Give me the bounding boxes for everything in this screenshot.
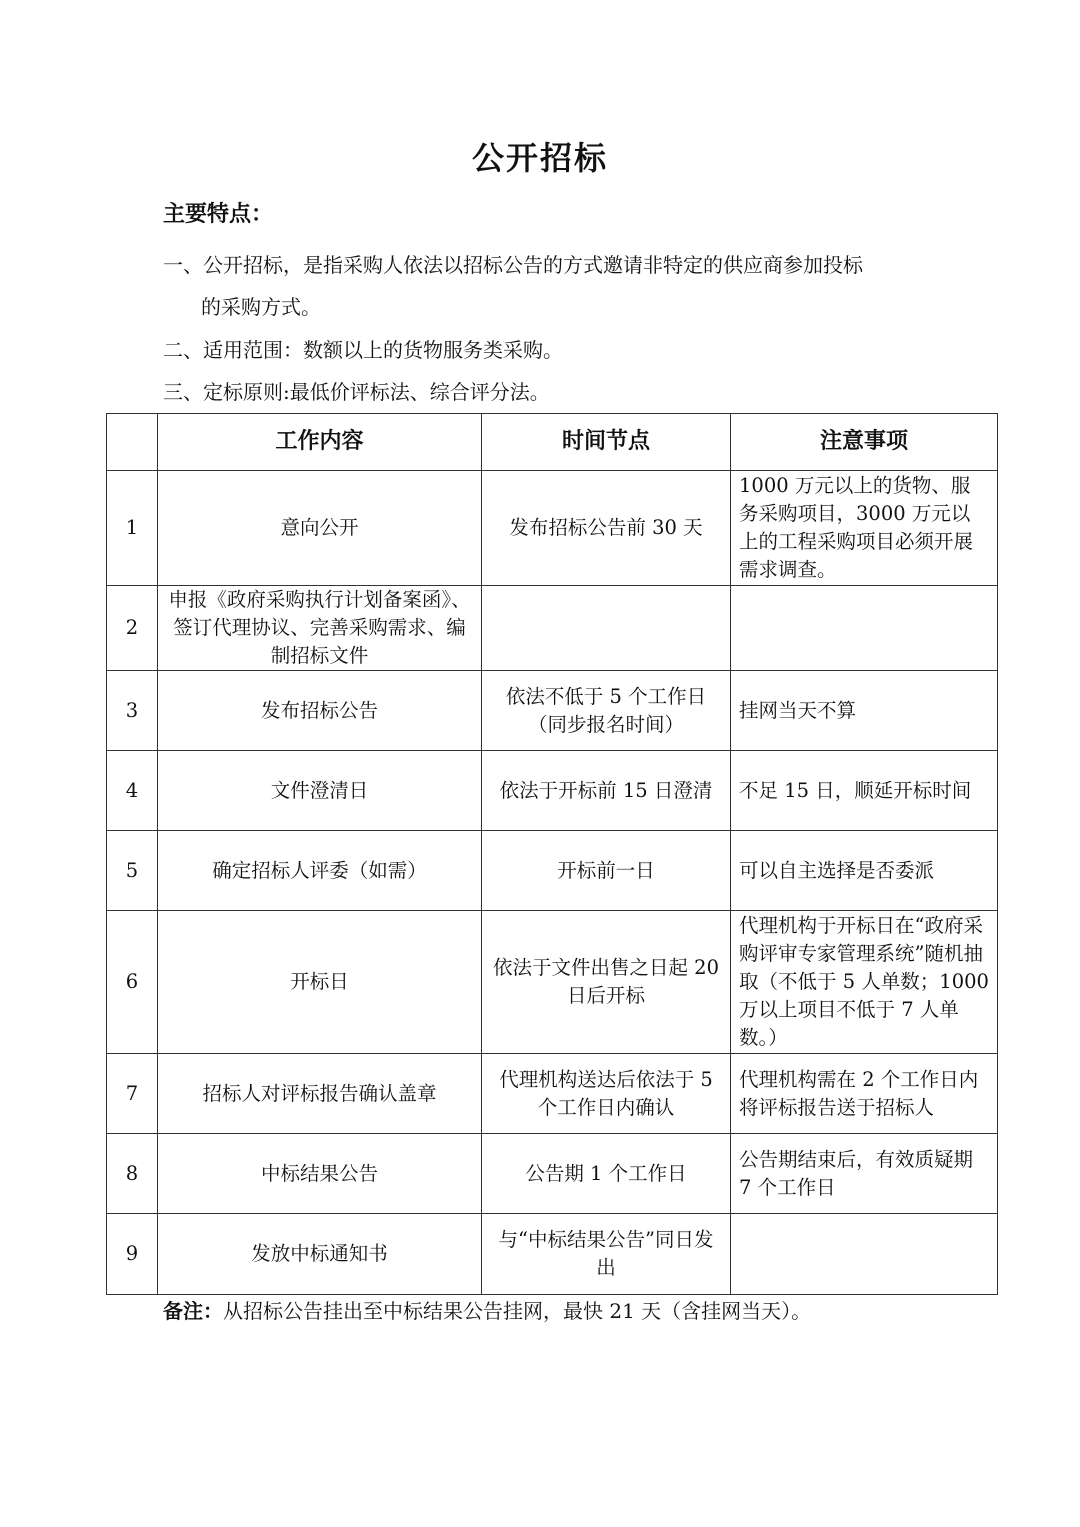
task-cell: 意向公开 (158, 471, 482, 586)
time-cell: 公告期 1 个工作日 (482, 1134, 731, 1214)
note-cell: 可以自主选择是否委派 (731, 831, 998, 911)
task-cell: 招标人对评标报告确认盖章 (158, 1054, 482, 1134)
column-header-note: 注意事项 (731, 414, 998, 471)
point-1-line-1: 一、公开招标，是指采购人依法以招标公告的方式邀请非特定的供应商参加投标 (163, 253, 863, 277)
task-cell: 申报《政府采购执行计划备案函》、签订代理协议、完善采购需求、编制招标文件 (158, 586, 482, 671)
table-row (107, 751, 998, 831)
task-cell: 发放中标通知书 (158, 1214, 482, 1295)
row-number: 6 (107, 911, 158, 1054)
row-number: 3 (107, 671, 158, 751)
note-cell: 公告期结束后，有效质疑期 7 个工作日 (731, 1134, 998, 1214)
section-heading: 主要特点： (163, 202, 274, 227)
time-cell: 发布招标公告前 30 天 (482, 471, 731, 586)
table-header-row (107, 414, 998, 471)
task-cell: 中标结果公告 (158, 1134, 482, 1214)
footer-text: 从招标公告挂出至中标结果公告挂网，最快 21 天（含挂网当天）。 (223, 1299, 812, 1323)
task-cell: 文件澄清日 (158, 751, 482, 831)
table-row (107, 911, 998, 1054)
table-row (107, 586, 998, 671)
column-header-no (107, 414, 158, 471)
table-row (107, 831, 998, 911)
note-cell: 不足 15 日，顺延开标时间 (731, 751, 998, 831)
table-row (107, 1214, 998, 1295)
row-number: 7 (107, 1054, 158, 1134)
table-row (107, 671, 998, 751)
note-cell: 1000 万元以上的货物、服务采购项目，3000 万元以上的工程采购项目必须开展需求调查。 (731, 471, 998, 586)
row-number: 4 (107, 751, 158, 831)
row-number: 5 (107, 831, 158, 911)
point-2: 二、适用范围：数额以上的货物服务类采购。 (163, 338, 563, 362)
row-number: 1 (107, 471, 158, 586)
time-cell (482, 586, 731, 671)
note-cell (731, 1214, 998, 1295)
column-header-task: 工作内容 (158, 414, 482, 471)
note-cell (731, 586, 998, 671)
time-cell: 依法于文件出售之日起 20 日后开标 (482, 911, 731, 1054)
task-cell: 开标日 (158, 911, 482, 1054)
task-cell: 发布招标公告 (158, 671, 482, 751)
time-cell: 开标前一日 (482, 831, 731, 911)
point-3: 三、定标原则:最低价评标法、综合评分法。 (163, 380, 550, 404)
row-number: 9 (107, 1214, 158, 1295)
footer-note (163, 1296, 811, 1326)
schedule-table (106, 413, 998, 1295)
row-number: 8 (107, 1134, 158, 1214)
task-cell: 确定招标人评委（如需） (158, 831, 482, 911)
document-title: 公开招标 (471, 139, 608, 177)
note-cell: 代理机构需在 2 个工作日内将评标报告送于招标人 (731, 1054, 998, 1134)
column-header-time: 时间节点 (482, 414, 731, 471)
row-number: 2 (107, 586, 158, 671)
footer-label: 备注： (163, 1299, 223, 1323)
note-cell: 代理机构于开标日在“政府采购评审专家管理系统”随机抽取（不低于 5 人单数；1000 万以上项目不低于 7 人单数。） (731, 911, 998, 1054)
note-cell: 挂网当天不算 (731, 671, 998, 751)
time-cell: 与“中标结果公告”同日发出 (482, 1214, 731, 1295)
time-cell: 依法于开标前 15 日澄清 (482, 751, 731, 831)
table-row (107, 471, 998, 586)
table-row (107, 1054, 998, 1134)
time-cell: 依法不低于 5 个工作日（同步报名时间） (482, 671, 731, 751)
time-cell: 代理机构送达后依法于 5 个工作日内确认 (482, 1054, 731, 1134)
point-1-line-2: 的采购方式。 (201, 295, 321, 319)
table-row (107, 1134, 998, 1214)
